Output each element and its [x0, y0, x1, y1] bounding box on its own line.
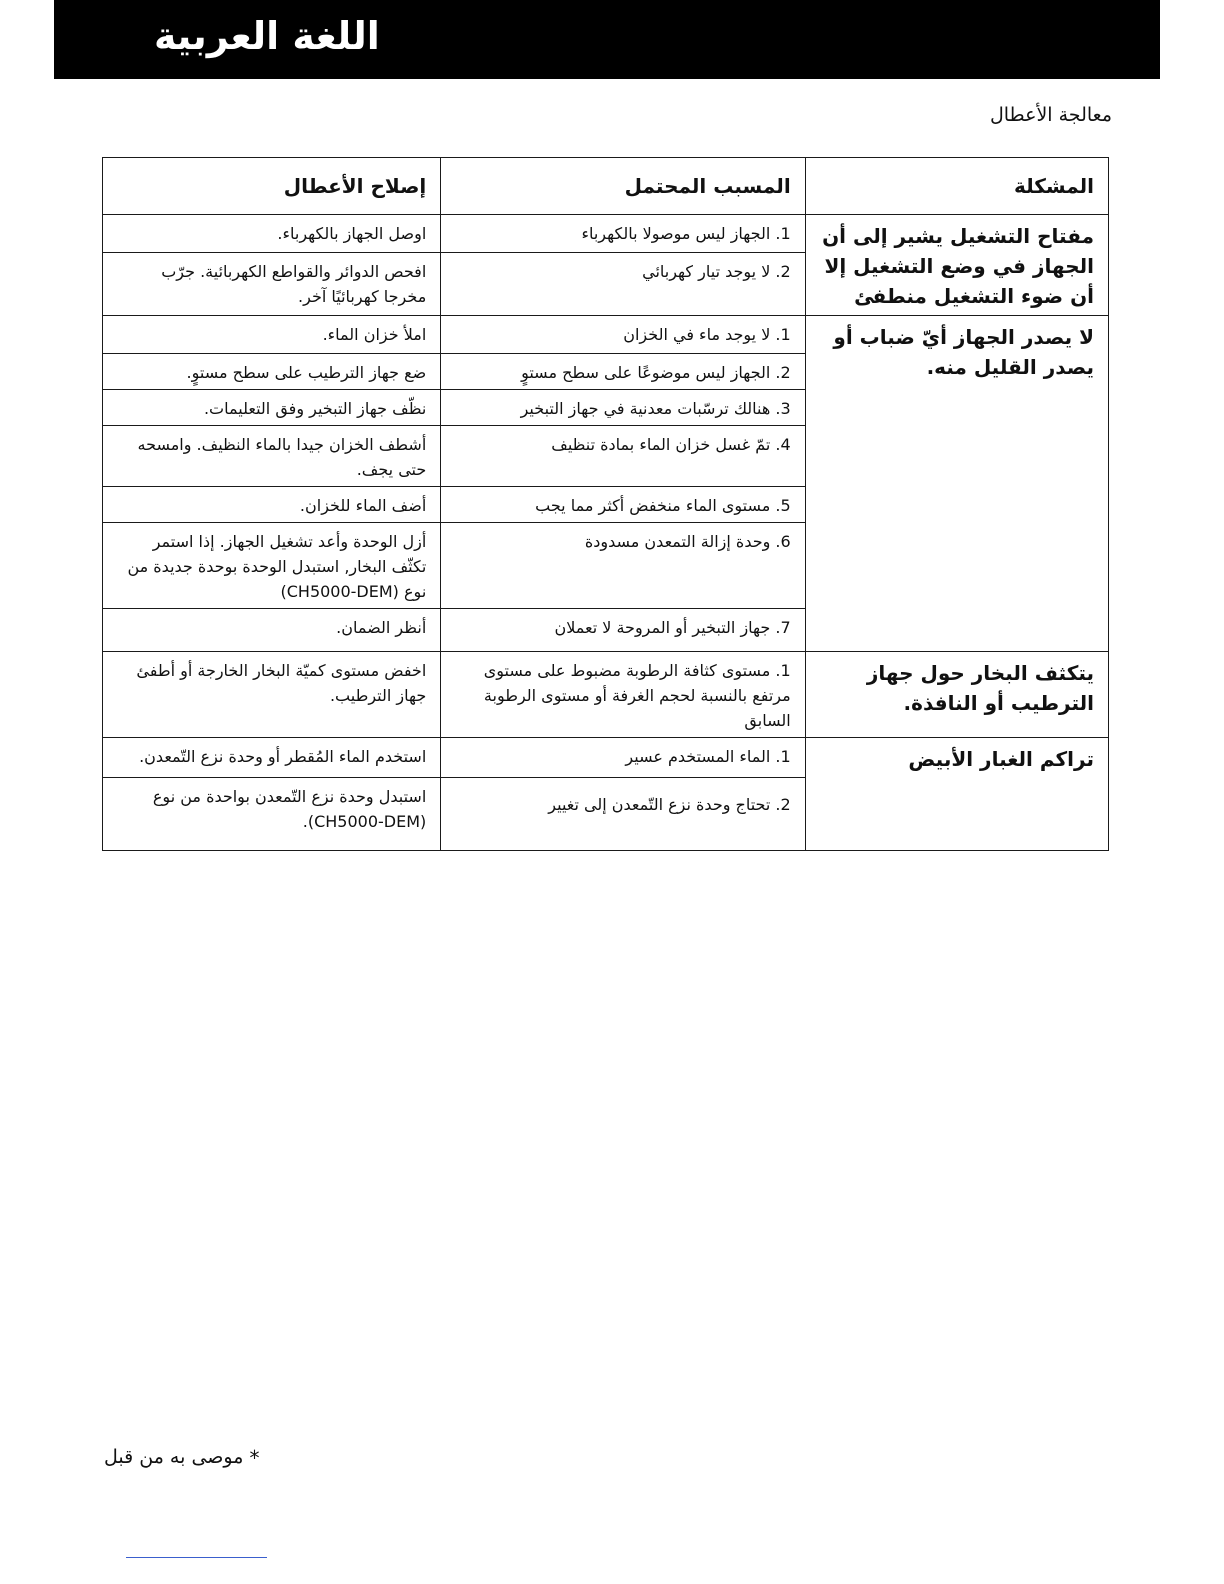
- cause-cell: 5. مستوى الماء منخفض أكثر مما يجب: [441, 487, 805, 523]
- cause-cell: 1. الماء المستخدم عسير: [441, 738, 805, 778]
- fix-cell: أشطف الخزان جيدا بالماء النظيف. وامسحه حتى يجف.: [103, 426, 441, 487]
- fix-cell: اوصل الجهاز بالكهرباء.: [103, 215, 441, 253]
- cause-cell: 2. لا يوجد تيار كهربائي: [441, 253, 805, 316]
- problem-cell: لا يصدر الجهاز أيّ ضباب أو يصدر القليل منه.: [805, 316, 1108, 652]
- header-cause: المسبب المحتمل: [441, 158, 805, 215]
- problem-cell: يتكثف البخار حول جهاز الترطيب أو النافذة.: [805, 652, 1108, 738]
- language-title: اللغة العربية: [154, 14, 380, 58]
- fix-cell: افحص الدوائر والقواطع الكهربائية. جرّب مخرجا كهربائيًا آخر.: [103, 253, 441, 316]
- footnote-star: *: [249, 1446, 260, 1470]
- fix-cell: أزل الوحدة وأعد تشغيل الجهاز. إذا استمر تكثّف البخار, استبدل الوحدة بوحدة جديدة من نوع (CH5000-DEM): [103, 523, 441, 609]
- fix-cell: املأ خزان الماء.: [103, 316, 441, 354]
- troubleshooting-table: [102, 157, 1109, 851]
- cause-cell: 6. وحدة إزالة التمعدن مسدودة: [441, 523, 805, 609]
- fix-cell: أضف الماء للخزان.: [103, 487, 441, 523]
- fix-cell: استبدل وحدة نزع التّمعدن بواحدة من نوع (CH5000-DEM).: [103, 778, 441, 851]
- cause-cell: 4. تمّ غسل خزان الماء بمادة تنظيف: [441, 426, 805, 487]
- fix-cell: أنظر الضمان.: [103, 609, 441, 652]
- footnote: [104, 1446, 259, 1470]
- fix-cell: نظّف جهاز التبخير وفق التعليمات.: [103, 390, 441, 426]
- problem-cell: مفتاح التشغيل يشير إلى أن الجهاز في وضع التشغيل إلا أن ضوء التشغيل منطفئ: [805, 215, 1108, 316]
- fix-cell: اخفض مستوى كميّة البخار الخارجة أو أطفئ جهاز الترطيب.: [103, 652, 441, 738]
- header-problem: المشكلة: [805, 158, 1108, 215]
- cause-cell: 1. مستوى كثافة الرطوبة مضبوط على مستوى مرتفع بالنسبة لحجم الغرفة أو مستوى الرطوبة السابق: [441, 652, 805, 738]
- table-row: [103, 652, 1109, 738]
- language-header-bar: [54, 0, 1160, 79]
- header-fix: إصلاح الأعطال: [103, 158, 441, 215]
- cause-cell: 2. الجهاز ليس موضوعًا على سطح مستوٍ: [441, 354, 805, 390]
- fix-cell: استخدم الماء المُقطر أو وحدة نزع التّمعدن.: [103, 738, 441, 778]
- section-title: معالجة الأعطال: [989, 104, 1112, 126]
- table-header-row: [103, 158, 1109, 215]
- footnote-text: موصى به من قبل: [104, 1446, 244, 1468]
- cause-cell: 2. تحتاج وحدة نزع التّمعدن إلى تغيير: [441, 778, 805, 851]
- cause-cell: 1. الجهاز ليس موصولا بالكهرباء: [441, 215, 805, 253]
- table-row: [103, 215, 1109, 253]
- problem-cell: تراكم الغبار الأبيض: [805, 738, 1108, 851]
- table-row: [103, 738, 1109, 778]
- footer-divider: [126, 1557, 267, 1558]
- fix-cell: ضع جهاز الترطيب على سطح مستوٍ.: [103, 354, 441, 390]
- cause-cell: 7. جهاز التبخير أو المروحة لا تعملان: [441, 609, 805, 652]
- cause-cell: 1. لا يوجد ماء في الخزان: [441, 316, 805, 354]
- cause-cell: 3. هنالك ترسّبات معدنية في جهاز التبخير: [441, 390, 805, 426]
- table-row: [103, 316, 1109, 354]
